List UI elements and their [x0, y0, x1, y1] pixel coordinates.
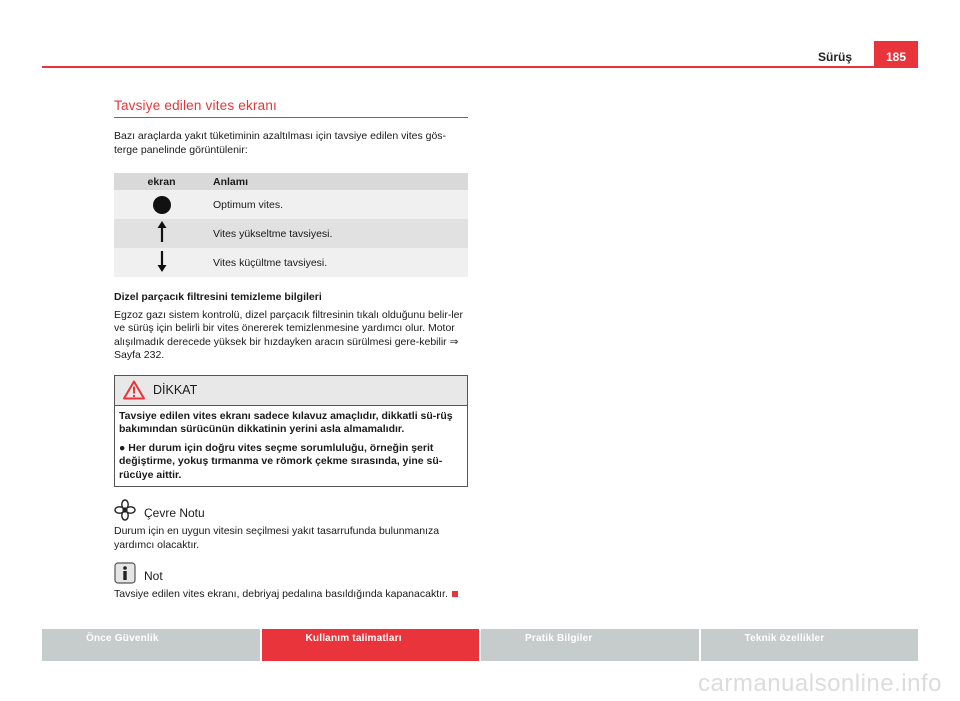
footer-tab-operation[interactable]: Kullanım talimatları: [262, 629, 480, 661]
end-of-section-marker: [452, 591, 458, 597]
warning-box: [114, 375, 468, 488]
warning-body: [115, 406, 467, 487]
arrow-down-icon: [156, 250, 168, 272]
flower-environment-icon: [114, 499, 136, 521]
table-header-meaning: Anlamı: [209, 173, 468, 190]
section-title: Sürüş: [817, 50, 852, 64]
table-row: [114, 190, 468, 219]
table-cell-meaning: Optimum vites.: [209, 190, 468, 219]
note-header: [114, 562, 468, 584]
warning-triangle-icon: [123, 380, 145, 400]
footer-tab-technical[interactable]: Teknik özellikler: [701, 629, 919, 661]
header-rule: [42, 66, 918, 68]
main-column: [114, 98, 468, 602]
footer-tab-practical[interactable]: Pratik Bilgiler: [481, 629, 699, 661]
arrow-up-icon: [156, 221, 168, 243]
environment-note-title: Çevre Notu: [144, 506, 205, 520]
note-title: Not: [144, 569, 163, 583]
environment-note-header: [114, 499, 468, 521]
table-cell-meaning: Vites yükseltme tavsiyesi.: [209, 219, 468, 248]
warning-text-1: Tavsiye edilen vites ekranı sadece kılavuz amaçlıdır, dikkatli sü-rüş bakımından sürücünün dikkatinin yerini asla almamalıdır.: [119, 409, 453, 435]
warning-title: DİKKAT: [153, 383, 198, 397]
table-row: [114, 248, 468, 277]
dpf-text: Egzoz gazı sistem kontrolü, dizel parçacık filtresinin tıkalı olduğunu belir-ler ve sürüş için belirli bir vites önererek temizlenmesine yardımcı olur. Motor alışılmadık derecede yüksek bir hızdayken aracın sürülmesi gere-kebilir ⇒ Sayfa 232.: [114, 308, 463, 361]
footer-nav: [42, 629, 918, 661]
page-number: 185: [874, 41, 918, 68]
environment-note-text: Durum için en uygun vitesin seçilmesi yakıt tasarrufunda bulunmanıza yardımcı olacaktır.: [114, 525, 440, 551]
note-text: Tavsiye edilen vites ekranı, debriyaj pedalına basıldığında kapanacaktır.: [114, 588, 448, 600]
optimum-gear-dot-icon: [153, 196, 171, 214]
watermark: carmanualsonline.info: [698, 670, 942, 697]
warning-text-2: ● Her durum için doğru vites seçme sorumluluğu, örneğin şerit değiştirme, yokuş tırmanma ve römork çekme sırasında, yine sü-rücüye aittir.: [119, 441, 443, 481]
footer-tab-safety[interactable]: Önce Güvenlik: [42, 629, 260, 661]
gear-indicator-table: [114, 173, 468, 277]
page-title: Tavsiye edilen vites ekranı: [114, 98, 468, 118]
table-cell-meaning: Vites küçültme tavsiyesi.: [209, 248, 468, 277]
info-note-icon: [114, 562, 136, 584]
note-text-line: [114, 588, 468, 602]
intro-text: Bazı araçlarda yakıt tüketiminin azaltılması için tavsiye edilen vites gös-terge panelinde görüntülenir:: [114, 130, 447, 156]
table-row: [114, 219, 468, 248]
warning-header: [115, 376, 467, 406]
dpf-heading: Dizel parçacık filtresini temizleme bilgileri: [114, 291, 322, 303]
table-header-display: ekran: [114, 173, 209, 190]
